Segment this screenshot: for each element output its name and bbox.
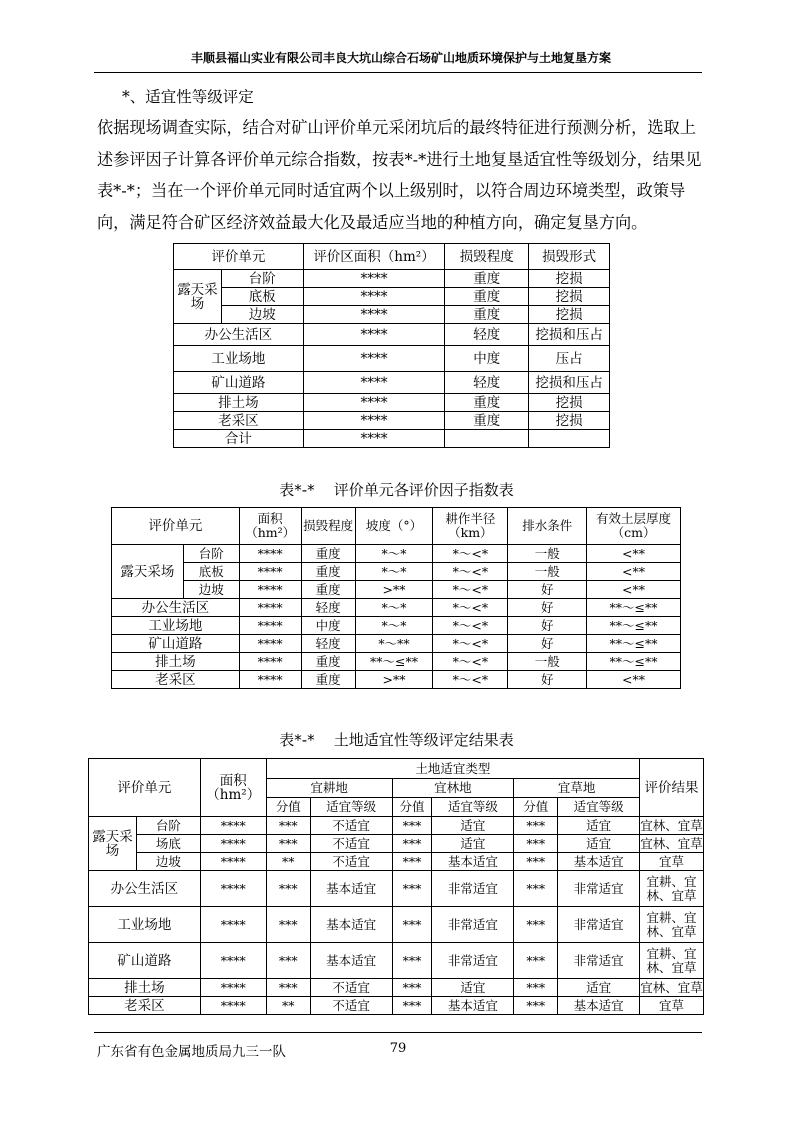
level-cell: 适宜 — [558, 979, 640, 997]
header-cell: 坡度（°） — [355, 508, 433, 545]
header-cell: 土地适宜类型 — [266, 759, 639, 779]
header-cell: 排水条件 — [508, 508, 587, 545]
score-cell: *** — [514, 943, 558, 979]
drainage-cell: 好 — [508, 581, 587, 599]
header-cell: 评价单元 — [174, 244, 304, 270]
unit-cell: 老采区 — [174, 412, 304, 430]
unit-cell: 边坡 — [221, 306, 303, 324]
slope-cell: *～* — [355, 617, 433, 635]
soil-cell: **～≤** — [587, 599, 681, 617]
score-cell: *** — [514, 871, 558, 907]
area-cell: **** — [303, 412, 445, 430]
level-cell: 适宜 — [432, 817, 514, 835]
area-cell: **** — [200, 835, 266, 853]
header-cell: 评价单元 — [112, 508, 240, 545]
drainage-cell: 一般 — [508, 545, 587, 563]
unit-cell: 底板 — [221, 288, 303, 306]
score-cell: *** — [392, 835, 432, 853]
degree-cell: 中度 — [301, 617, 355, 635]
unit-cell: 工业场地 — [174, 346, 304, 372]
level-cell: 适宜 — [432, 835, 514, 853]
level-cell: 基本适宜 — [310, 907, 392, 943]
area-cell: **** — [303, 372, 445, 394]
header-cell: 损毁程度 — [301, 508, 355, 545]
soil-cell: <** — [587, 563, 681, 581]
soil-cell: **～≤** — [587, 653, 681, 671]
level-cell: 不适宜 — [310, 817, 392, 835]
radius-cell: *～<* — [433, 671, 508, 689]
score-cell: *** — [392, 817, 432, 835]
radius-cell: *～<* — [433, 617, 508, 635]
slope-cell: >** — [355, 671, 433, 689]
drainage-cell: 好 — [508, 599, 587, 617]
level-cell: 不适宜 — [310, 997, 392, 1015]
unit-cell: 台阶 — [221, 270, 303, 288]
unit-cell: 办公生活区 — [174, 324, 304, 346]
result-cell: 宜林、宜草 — [640, 817, 703, 833]
level-cell: 不适宜 — [310, 835, 392, 853]
area-cell: **** — [200, 817, 266, 835]
degree-cell: 轻度 — [445, 372, 529, 394]
score-cell: *** — [514, 979, 558, 997]
footer-divider — [94, 1032, 702, 1033]
unit-cell: 排土场 — [174, 394, 304, 412]
level-cell: 基本适宜 — [558, 853, 640, 871]
damage-table — [173, 243, 610, 448]
unit-cell: 办公生活区 — [89, 871, 201, 907]
header-cell: 耕作半径（km） — [433, 508, 508, 545]
group-label-cell: 露天采场 — [174, 270, 222, 324]
area-cell: **** — [239, 545, 301, 563]
header-divider — [94, 72, 702, 73]
degree-cell: 重度 — [445, 270, 529, 288]
page-number: 79 — [389, 1041, 407, 1056]
degree-cell: 重度 — [301, 671, 355, 689]
degree-cell: 中度 — [445, 346, 529, 372]
slope-cell: **～≤** — [355, 653, 433, 671]
header-cell: 评价结果 — [640, 759, 704, 817]
level-cell: 非常适宜 — [432, 871, 514, 907]
result-cell: 宜耕、宜林、宜草 — [640, 907, 704, 943]
score-cell: *** — [266, 907, 310, 943]
result-cell: 宜耕、宜林、宜草 — [640, 871, 704, 907]
soil-cell: <** — [587, 671, 681, 689]
empty-cell — [529, 430, 610, 448]
degree-cell: 重度 — [445, 288, 529, 306]
level-cell: 非常适宜 — [558, 907, 640, 943]
soil-cell: <** — [587, 581, 681, 599]
area-cell: **** — [200, 997, 266, 1015]
header-cell: 评价区面积（hm²） — [303, 244, 445, 270]
footer-organization: 广东省有色金属地质局九三一队 — [97, 1044, 286, 1060]
area-cell: **** — [200, 943, 266, 979]
header-cell: 损毁形式 — [529, 244, 610, 270]
unit-cell: 办公生活区 — [112, 599, 240, 617]
radius-cell: *～<* — [433, 545, 508, 563]
score-cell: *** — [514, 853, 558, 871]
table3-caption: 表*-* 土地适宜性等级评定结果表 — [279, 731, 514, 749]
area-cell: **** — [200, 979, 266, 997]
score-cell: *** — [514, 817, 558, 835]
score-cell: *** — [392, 853, 432, 871]
score-cell: *** — [514, 907, 558, 943]
form-cell: 挖损 — [529, 412, 610, 430]
area-cell: **** — [200, 907, 266, 943]
result-cell: 宜林、宜草 — [640, 979, 703, 995]
radius-cell: *～<* — [433, 581, 508, 599]
unit-cell: 边坡 — [136, 853, 200, 871]
score-cell: ** — [266, 853, 310, 871]
area-cell: **** — [239, 617, 301, 635]
unit-cell: 工业场地 — [112, 617, 240, 635]
area-cell: **** — [303, 270, 445, 288]
form-cell: 挖损和压占 — [529, 324, 610, 346]
header-cell: 适宜等级 — [558, 798, 640, 817]
level-cell: 适宜 — [558, 835, 640, 853]
area-cell: **** — [303, 324, 445, 346]
body-paragraph: 依据现场调查实际，结合对矿山评价单元采闭坑后的最终特征进行预测分析，选取上述参评因子计算各评价单元综合指数，按表*-*进行土地复垦适宜性等级划分，结果见表*-*；当在一个评价单元同时适宜两个以上级别时，以符合周边环境类型，政策导向，满足符合矿区经济效益最大化及最适应当地的种植方向，确定复垦方向。 — [97, 118, 702, 232]
slope-cell: *～** — [355, 635, 433, 653]
slope-cell: *～* — [355, 599, 433, 617]
unit-cell: 边坡 — [183, 581, 239, 599]
radius-cell: *～<* — [433, 635, 508, 653]
area-cell: **** — [200, 871, 266, 907]
degree-cell: 轻度 — [301, 635, 355, 653]
drainage-cell: 好 — [508, 635, 587, 653]
form-cell: 挖损 — [529, 394, 610, 412]
degree-cell: 重度 — [301, 545, 355, 563]
suitability-result-table — [88, 758, 704, 1015]
unit-cell: 底板 — [183, 563, 239, 581]
area-cell: **** — [200, 853, 266, 871]
form-cell: 挖损 — [529, 270, 610, 288]
score-cell: *** — [266, 817, 310, 835]
total-area-cell: **** — [303, 430, 445, 448]
radius-cell: *～<* — [433, 563, 508, 581]
area-cell: **** — [239, 581, 301, 599]
degree-cell: 重度 — [445, 306, 529, 324]
drainage-cell: 好 — [508, 617, 587, 635]
header-cell: 损毁程度 — [445, 244, 529, 270]
result-cell: 宜草 — [640, 853, 704, 871]
level-cell: 适宜 — [432, 979, 514, 997]
degree-cell: 重度 — [445, 394, 529, 412]
level-cell: 适宜 — [558, 817, 640, 835]
score-cell: *** — [266, 979, 310, 997]
score-cell: *** — [392, 997, 432, 1015]
section-heading: *、适宜性等级评定 — [122, 88, 254, 106]
factor-index-table — [111, 507, 681, 689]
level-cell: 基本适宜 — [432, 853, 514, 871]
degree-cell: 轻度 — [445, 324, 529, 346]
result-cell: 宜耕、宜林、宜草 — [640, 943, 704, 979]
area-cell: **** — [303, 306, 445, 324]
unit-cell: 老采区 — [112, 671, 240, 689]
soil-cell: **～≤** — [587, 617, 681, 635]
level-cell: 非常适宜 — [432, 943, 514, 979]
form-cell: 压占 — [529, 346, 610, 372]
drainage-cell: 一般 — [508, 653, 587, 671]
level-cell: 基本适宜 — [432, 997, 514, 1015]
area-cell: **** — [303, 288, 445, 306]
page-header-title: 丰顺县福山实业有限公司丰良大坑山综合石场矿山地质环境保护与土地复垦方案 — [190, 51, 611, 65]
score-cell: ** — [266, 997, 310, 1015]
score-cell: *** — [392, 943, 432, 979]
header-cell: 分值 — [392, 798, 432, 817]
level-cell: 基本适宜 — [558, 997, 640, 1015]
area-cell: **** — [239, 599, 301, 617]
degree-cell: 重度 — [301, 653, 355, 671]
unit-cell: 场底 — [136, 835, 200, 853]
slope-cell: >** — [355, 581, 433, 599]
group-label-cell: 露天采场 — [112, 545, 184, 599]
radius-cell: *～<* — [433, 653, 508, 671]
header-cell: 面积（hm²） — [200, 759, 266, 817]
form-cell: 挖损 — [529, 288, 610, 306]
header-cell: 宜林地 — [392, 779, 514, 798]
degree-cell: 重度 — [445, 412, 529, 430]
drainage-cell: 一般 — [508, 563, 587, 581]
level-cell: 不适宜 — [310, 853, 392, 871]
level-cell: 非常适宜 — [432, 907, 514, 943]
area-cell: **** — [239, 563, 301, 581]
slope-cell: *～* — [355, 545, 433, 563]
level-cell: 不适宜 — [310, 979, 392, 997]
total-label-cell: 合计 — [174, 430, 304, 448]
score-cell: *** — [266, 835, 310, 853]
header-cell: 宜耕地 — [266, 779, 392, 798]
degree-cell: 重度 — [301, 581, 355, 599]
score-cell: *** — [392, 907, 432, 943]
group-label-cell: 露天采场 — [89, 817, 137, 871]
score-cell: *** — [392, 979, 432, 997]
area-cell: **** — [303, 346, 445, 372]
empty-cell — [445, 430, 529, 448]
unit-cell: 矿山道路 — [174, 372, 304, 394]
score-cell: *** — [514, 997, 558, 1015]
unit-cell: 矿山道路 — [112, 635, 240, 653]
score-cell: *** — [266, 943, 310, 979]
unit-cell: 老采区 — [89, 997, 201, 1015]
header-cell: 评价单元 — [89, 759, 201, 817]
drainage-cell: 好 — [508, 671, 587, 689]
level-cell: 基本适宜 — [310, 943, 392, 979]
score-cell: *** — [514, 835, 558, 853]
unit-cell: 台阶 — [183, 545, 239, 563]
unit-cell: 排土场 — [112, 653, 240, 671]
soil-cell: <** — [587, 545, 681, 563]
unit-cell: 排土场 — [89, 979, 201, 997]
form-cell: 挖损 — [529, 306, 610, 324]
header-cell: 分值 — [266, 798, 310, 817]
soil-cell: **～≤** — [587, 635, 681, 653]
slope-cell: *～* — [355, 563, 433, 581]
form-cell: 挖损和压占 — [529, 372, 610, 394]
level-cell: 基本适宜 — [310, 871, 392, 907]
area-cell: **** — [303, 394, 445, 412]
header-cell: 适宜等级 — [432, 798, 514, 817]
unit-cell: 矿山道路 — [89, 943, 201, 979]
header-cell: 适宜等级 — [310, 798, 392, 817]
level-cell: 非常适宜 — [558, 871, 640, 907]
area-cell: **** — [239, 635, 301, 653]
radius-cell: *～<* — [433, 599, 508, 617]
table2-caption: 表*-* 评价单元各评价因子指数表 — [279, 481, 514, 499]
header-cell: 有效土层厚度（cm） — [587, 508, 681, 545]
header-cell: 面积（hm²） — [239, 508, 301, 545]
degree-cell: 轻度 — [301, 599, 355, 617]
area-cell: **** — [239, 671, 301, 689]
unit-cell: 工业场地 — [89, 907, 201, 943]
level-cell: 非常适宜 — [558, 943, 640, 979]
result-cell: 宜草 — [640, 997, 704, 1015]
header-cell: 分值 — [514, 798, 558, 817]
result-cell: 宜林、宜草 — [640, 835, 703, 851]
degree-cell: 重度 — [301, 563, 355, 581]
unit-cell: 台阶 — [136, 817, 200, 835]
area-cell: **** — [239, 653, 301, 671]
score-cell: *** — [392, 871, 432, 907]
header-cell: 宜草地 — [514, 779, 640, 798]
score-cell: *** — [266, 871, 310, 907]
